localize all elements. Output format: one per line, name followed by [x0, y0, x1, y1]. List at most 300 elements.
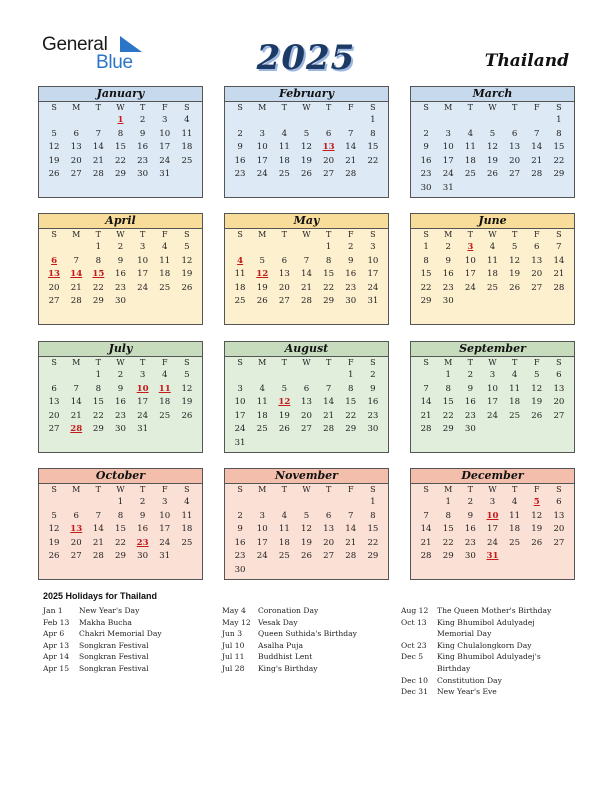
- weekday-label: M: [72, 103, 81, 112]
- day: 16: [234, 155, 246, 166]
- day: 2: [139, 497, 146, 507]
- day: 2: [237, 128, 243, 139]
- day: 17: [464, 269, 476, 280]
- month-october: [38, 468, 203, 580]
- day: 4: [467, 128, 474, 139]
- day: 7: [348, 128, 354, 139]
- weekday-label: T: [511, 485, 518, 494]
- day: 22: [115, 537, 126, 548]
- day: 4: [259, 383, 265, 394]
- weekday-label: T: [139, 103, 146, 112]
- empty-day: [65, 496, 87, 510]
- day: 1: [445, 497, 451, 507]
- holiday-column: [222, 605, 392, 675]
- day: 11: [509, 510, 521, 521]
- day: 10: [159, 128, 171, 139]
- day: 11: [181, 510, 193, 521]
- day: 13: [301, 397, 312, 408]
- holiday-name: Asalha Puja: [258, 640, 304, 650]
- day: 20: [531, 269, 543, 280]
- holiday-date: Apr 14: [43, 652, 70, 662]
- day: 29: [92, 424, 104, 435]
- day: 7: [303, 255, 310, 266]
- day: 18: [181, 524, 193, 535]
- day: 14: [553, 255, 565, 266]
- day: 9: [117, 255, 124, 266]
- month-february: [224, 86, 389, 198]
- day: 21: [531, 155, 543, 166]
- day: 21: [70, 410, 82, 421]
- month-grid: [225, 102, 388, 182]
- day: 15: [367, 524, 379, 535]
- month-grid: [39, 484, 202, 564]
- day: 26: [48, 551, 60, 562]
- empty-day: [273, 241, 295, 255]
- day: 11: [256, 397, 268, 408]
- holiday-day: 31: [486, 551, 499, 562]
- empty-day: [526, 114, 548, 128]
- weekday-label: F: [347, 485, 354, 494]
- day: 20: [323, 155, 335, 166]
- holiday-column: [43, 605, 208, 675]
- weekday-label: F: [161, 358, 168, 367]
- day: 27: [553, 410, 565, 421]
- weekday-label: S: [237, 103, 243, 112]
- month-title: September: [411, 342, 574, 357]
- empty-day: [318, 114, 340, 128]
- holiday-date: Apr 13: [43, 640, 70, 650]
- day: 8: [423, 255, 429, 266]
- day: 7: [534, 128, 540, 139]
- day: 26: [531, 537, 543, 548]
- holiday-date: May 12: [222, 617, 251, 627]
- month-title: July: [39, 342, 202, 357]
- day: 15: [115, 524, 126, 535]
- day: 9: [139, 510, 146, 521]
- weekday-label: T: [511, 103, 518, 112]
- day: 4: [162, 242, 168, 252]
- month-title: October: [39, 469, 202, 484]
- day: 10: [367, 255, 379, 266]
- day: 5: [303, 510, 310, 521]
- day: 20: [509, 155, 521, 166]
- weekday-label: S: [556, 230, 562, 239]
- day: 25: [509, 410, 521, 421]
- day: 18: [464, 155, 476, 166]
- month-grid: [225, 484, 388, 578]
- weekday-label: S: [370, 485, 376, 494]
- day: 4: [489, 242, 496, 252]
- day: 29: [553, 169, 565, 180]
- empty-day: [415, 496, 437, 510]
- day: 22: [345, 410, 357, 421]
- weekday-label: F: [347, 358, 354, 367]
- weekday-label: F: [161, 485, 168, 494]
- weekday-label: T: [281, 485, 288, 494]
- day: 8: [370, 128, 376, 139]
- day: 9: [237, 524, 243, 535]
- day: 28: [92, 169, 104, 180]
- month-grid: [39, 229, 202, 309]
- day: 25: [159, 282, 171, 293]
- day: 28: [420, 551, 432, 562]
- day: 24: [137, 410, 149, 421]
- month-title: March: [411, 87, 574, 102]
- day: 28: [531, 169, 543, 180]
- weekday-label: S: [51, 230, 57, 239]
- day: 15: [442, 524, 454, 535]
- weekday-label: T: [95, 485, 102, 494]
- holiday-name: King's Birthday: [258, 663, 318, 673]
- day: 27: [70, 551, 82, 562]
- day: 10: [442, 142, 454, 153]
- month-grid: [39, 357, 202, 437]
- weekday-label: S: [423, 103, 429, 112]
- day: 5: [511, 242, 518, 252]
- day: 12: [531, 510, 543, 521]
- holiday-row: [222, 617, 392, 629]
- day: 10: [464, 255, 476, 266]
- day: 17: [137, 397, 149, 408]
- month-november: [224, 468, 389, 580]
- holiday-name: Vesak Day: [258, 617, 298, 627]
- day: 16: [420, 155, 432, 166]
- holiday-date: Apr 15: [43, 663, 70, 673]
- day: 16: [115, 397, 126, 408]
- day: 13: [553, 383, 565, 394]
- empty-day: [43, 369, 65, 383]
- day: 10: [487, 383, 498, 394]
- holiday-name: New Year's Day: [79, 606, 140, 615]
- day: 25: [278, 169, 290, 180]
- month-july: [38, 341, 203, 453]
- weekday-label: M: [444, 230, 453, 239]
- day: 13: [531, 255, 543, 266]
- weekday-label: F: [533, 230, 540, 239]
- day: 1: [95, 370, 102, 380]
- day: 3: [139, 242, 146, 252]
- day: 11: [464, 142, 476, 153]
- day: 8: [556, 128, 562, 139]
- empty-day: [251, 496, 273, 510]
- day: 12: [487, 142, 498, 153]
- weekday-label: T: [95, 103, 102, 112]
- day: 2: [117, 370, 124, 380]
- day: 20: [301, 410, 312, 421]
- day: 18: [181, 142, 193, 153]
- day: 5: [303, 128, 310, 139]
- holiday-row: [401, 675, 571, 687]
- empty-day: [229, 114, 251, 128]
- weekday-label: S: [370, 103, 376, 112]
- day: 30: [234, 564, 246, 575]
- day: 17: [367, 269, 379, 280]
- day: 17: [256, 537, 268, 548]
- day: 27: [553, 537, 565, 548]
- day: 22: [367, 155, 379, 166]
- day: 5: [51, 128, 57, 139]
- day: 28: [345, 551, 357, 562]
- day: 26: [301, 551, 312, 562]
- day: 25: [181, 537, 193, 548]
- month-grid: [411, 357, 574, 437]
- day: 24: [159, 155, 171, 166]
- day: 5: [281, 383, 288, 394]
- day: 24: [137, 282, 149, 293]
- day: 18: [234, 282, 246, 293]
- weekday-label: M: [258, 485, 267, 494]
- day: 14: [345, 142, 357, 153]
- month-grid: [225, 229, 388, 309]
- day: 25: [234, 296, 246, 307]
- day: 14: [345, 524, 357, 535]
- day: 16: [367, 397, 379, 408]
- day: 26: [181, 410, 193, 421]
- day: 29: [115, 169, 126, 180]
- day: 16: [442, 269, 454, 280]
- holiday-name: Songkran Festival: [79, 640, 149, 650]
- day: 16: [137, 142, 149, 153]
- weekday-label: T: [467, 230, 474, 239]
- day: 9: [348, 255, 354, 266]
- day: 14: [92, 524, 104, 535]
- weekday-label: S: [51, 358, 57, 367]
- day: 20: [553, 524, 565, 535]
- day: 25: [487, 282, 498, 293]
- day: 11: [159, 255, 171, 266]
- empty-day: [318, 496, 340, 510]
- weekday-label: T: [281, 230, 288, 239]
- weekday-label: S: [51, 103, 57, 112]
- holiday-name: Queen Suthida's Birthday: [258, 629, 357, 639]
- weekday-label: F: [161, 230, 168, 239]
- weekday-label: T: [467, 103, 474, 112]
- weekday-label: W: [302, 358, 311, 367]
- holiday-row: [401, 651, 571, 674]
- weekday-label: S: [370, 358, 376, 367]
- day: 23: [115, 410, 126, 421]
- weekday-label: F: [533, 485, 540, 494]
- day: 30: [115, 424, 126, 435]
- empty-day: [273, 496, 295, 510]
- day: 29: [115, 551, 126, 562]
- day: 11: [278, 524, 290, 535]
- holiday-day: 4: [237, 255, 244, 266]
- holidays-title: 2025 Holidays for Thailand: [43, 591, 158, 601]
- day: 30: [420, 182, 432, 193]
- weekday-label: S: [556, 103, 562, 112]
- day: 26: [278, 424, 290, 435]
- empty-day: [65, 114, 87, 128]
- day: 29: [92, 296, 104, 307]
- day: 27: [323, 169, 335, 180]
- empty-day: [43, 114, 65, 128]
- weekday-label: F: [533, 103, 540, 112]
- weekday-label: T: [325, 485, 332, 494]
- weekday-label: M: [444, 485, 453, 494]
- day: 8: [117, 510, 124, 521]
- day: 9: [467, 510, 474, 521]
- day: 7: [73, 383, 79, 394]
- weekday-label: S: [370, 230, 376, 239]
- day: 20: [48, 282, 60, 293]
- day: 19: [256, 282, 268, 293]
- day: 11: [181, 128, 193, 139]
- day: 9: [117, 383, 124, 394]
- month-title: August: [225, 342, 388, 357]
- day: 1: [325, 242, 332, 252]
- empty-day: [65, 369, 87, 383]
- day: 15: [345, 397, 357, 408]
- month-title: February: [225, 87, 388, 102]
- day: 20: [553, 397, 565, 408]
- day: 29: [442, 551, 454, 562]
- day: 21: [92, 155, 104, 166]
- holiday-date: Oct 23: [401, 640, 427, 650]
- day: 26: [48, 169, 60, 180]
- day: 7: [95, 510, 102, 521]
- day: 1: [95, 242, 102, 252]
- day: 3: [489, 370, 496, 380]
- day: 24: [234, 424, 246, 435]
- day: 3: [162, 115, 168, 125]
- day: 28: [323, 424, 335, 435]
- day: 22: [442, 410, 454, 421]
- day: 31: [442, 182, 454, 193]
- day: 27: [70, 169, 82, 180]
- weekday-label: T: [281, 103, 288, 112]
- day: 23: [345, 282, 357, 293]
- empty-day: [229, 369, 251, 383]
- day: 22: [115, 155, 126, 166]
- weekday-label: S: [423, 358, 429, 367]
- holiday-name: Coronation Day: [258, 606, 319, 615]
- holiday-name: Songkran Festival: [79, 652, 149, 662]
- day: 19: [48, 537, 60, 548]
- day: 19: [181, 269, 193, 280]
- holiday-day: 13: [70, 524, 83, 535]
- day: 2: [467, 370, 474, 380]
- weekday-label: T: [325, 103, 332, 112]
- day: 3: [489, 497, 496, 507]
- holiday-row: [222, 605, 392, 617]
- day: 6: [556, 497, 562, 507]
- month-grid: [39, 102, 202, 182]
- day: 5: [534, 370, 540, 380]
- day: 28: [420, 424, 432, 435]
- day: 1: [423, 242, 429, 252]
- empty-day: [340, 114, 362, 128]
- day: 5: [259, 255, 265, 266]
- day: 20: [48, 410, 60, 421]
- holiday-day: 3: [467, 242, 474, 252]
- day: 18: [159, 269, 171, 280]
- day: 14: [301, 269, 312, 280]
- holiday-row: [43, 663, 208, 675]
- day: 24: [464, 282, 476, 293]
- empty-day: [251, 114, 273, 128]
- weekday-label: T: [139, 358, 146, 367]
- holiday-day: 6: [51, 255, 58, 266]
- weekday-label: S: [184, 230, 190, 239]
- day: 20: [70, 537, 82, 548]
- day: 23: [442, 282, 454, 293]
- day: 30: [345, 296, 357, 307]
- day: 27: [531, 282, 543, 293]
- day: 18: [278, 155, 290, 166]
- day: 21: [323, 410, 335, 421]
- day: 3: [445, 128, 451, 139]
- empty-day: [295, 496, 317, 510]
- empty-day: [251, 369, 273, 383]
- empty-day: [318, 369, 340, 383]
- day: 15: [367, 142, 379, 153]
- day: 4: [281, 510, 288, 521]
- day: 3: [259, 510, 265, 521]
- day: 21: [345, 155, 357, 166]
- weekday-label: W: [116, 103, 125, 112]
- month-september: [410, 341, 575, 453]
- day: 21: [301, 282, 312, 293]
- day: 17: [137, 269, 149, 280]
- holiday-date: Aug 12: [401, 606, 429, 615]
- day: 4: [184, 497, 190, 507]
- day: 4: [162, 370, 168, 380]
- weekday-label: M: [72, 358, 81, 367]
- day: 18: [278, 537, 290, 548]
- day: 8: [325, 255, 332, 266]
- day: 17: [159, 142, 171, 153]
- holiday-date: Jun 3: [222, 629, 243, 639]
- empty-day: [273, 114, 295, 128]
- holiday-row: [222, 640, 392, 652]
- day: 19: [181, 397, 193, 408]
- day: 14: [420, 524, 432, 535]
- holiday-day: 5: [533, 497, 540, 507]
- month-title: November: [225, 469, 388, 484]
- day: 16: [464, 397, 476, 408]
- day: 23: [464, 410, 476, 421]
- day: 6: [51, 383, 57, 394]
- day: 8: [95, 255, 102, 266]
- day: 18: [509, 397, 521, 408]
- holiday-row: [401, 640, 571, 652]
- day: 12: [301, 524, 312, 535]
- holiday-day: 28: [70, 424, 83, 435]
- day: 21: [70, 282, 82, 293]
- day: 7: [348, 510, 354, 521]
- day: 1: [370, 115, 376, 125]
- day: 22: [323, 282, 335, 293]
- day: 29: [345, 424, 357, 435]
- day: 12: [301, 142, 312, 153]
- day: 17: [256, 155, 268, 166]
- empty-day: [229, 241, 251, 255]
- holiday-date: Dec 31: [401, 687, 428, 697]
- day: 14: [531, 142, 543, 153]
- holiday-column: [401, 605, 571, 698]
- day: 17: [442, 155, 454, 166]
- day: 13: [553, 510, 565, 521]
- day: 14: [323, 397, 335, 408]
- day: 26: [487, 169, 498, 180]
- day: 10: [234, 397, 246, 408]
- day: 6: [303, 383, 310, 394]
- day: 26: [181, 282, 193, 293]
- day: 20: [70, 155, 82, 166]
- day: 13: [48, 397, 60, 408]
- holiday-name: New Year's Eve: [437, 687, 497, 697]
